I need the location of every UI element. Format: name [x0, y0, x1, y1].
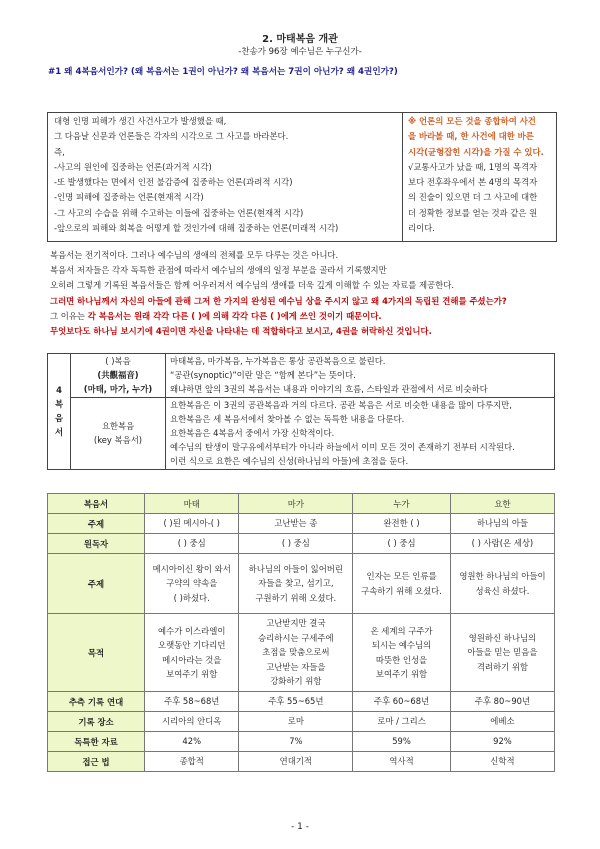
page-number: - 1 - — [291, 822, 309, 832]
page-subtitle: -찬송가 96장 예수님은 누구신가- — [238, 47, 362, 57]
column-header: 마가 — [239, 494, 353, 514]
table-cell — [450, 554, 554, 614]
paragraph-question: 그러면 하나님께서 자신의 아들에 관해 그저 한 가지의 완성된 예수님 상을 주시지 않고 왜 4가지의 독립된 견해를 주셨는가? — [50, 295, 507, 306]
table-cell — [145, 732, 239, 752]
summary-line: ※ 언론의 모든 것을 종합하여 사건 — [408, 116, 536, 126]
analogy-line: 그 다음날 신문과 언론들은 각자의 시각으로 그 사고를 바라본다. — [54, 131, 289, 142]
cell-line: 보여주기 위함 — [166, 669, 218, 679]
analogy-line: -사고의 원인에 집중하는 언론(과거적 시각) — [54, 161, 212, 172]
cell-line: 7% — [289, 736, 303, 747]
cell-line: 신학적 — [490, 756, 515, 767]
cell-line: 고난받는 종 — [274, 518, 318, 529]
cell-line: 연대기적 — [279, 756, 313, 767]
cell-line: 주후 80~90년 — [474, 696, 531, 707]
analogy-line: -인명 피해에 집중하는 언론(현재적 시각) — [54, 192, 204, 203]
table-cell — [353, 554, 451, 614]
table-cell — [450, 614, 554, 692]
table-cell — [353, 732, 451, 752]
cell-line: 역사적 — [389, 756, 414, 767]
analogy-right-column — [403, 113, 556, 241]
cell-line: 보여주기 위함 — [375, 669, 428, 679]
analogy-line: -그 사고의 수습을 위해 수고하는 이들에 집중하는 언론(현재적 시각) — [54, 207, 304, 218]
table-cell — [353, 514, 451, 534]
cell-line: ( )하셨다. — [173, 592, 210, 603]
synoptic-label: ( )복음 (共觀福音) (마태, 마가, 누가) — [71, 354, 166, 398]
table-row — [48, 732, 555, 752]
table-cell — [450, 732, 554, 752]
table-cell — [353, 534, 451, 554]
table-cell — [450, 752, 554, 772]
analogy-line: 즉, — [54, 146, 65, 157]
explanation-paragraph — [50, 248, 570, 339]
page-title: 2. 마태복음 개관 — [262, 34, 338, 45]
cell-line: 59% — [392, 736, 411, 747]
cell-line: ( ) 중심 — [177, 538, 206, 549]
paragraph-line: 복음서는 전기적이다. 그러나 예수님의 생애의 전체를 모두 다루는 것은 아니다. — [50, 250, 339, 260]
john-label: 요한복음 (key 복음서) — [71, 397, 166, 469]
table-header-row — [48, 494, 555, 514]
table-row — [48, 752, 555, 772]
reason-blank-text: 각 복음서는 원래 각각 다른 ( )에 의해 각각 다른 ( )에게 쓰인 것이기 때문이다. — [87, 310, 382, 321]
cell-line: 완전한 ( ) — [383, 518, 420, 529]
row-label: 독특한 자료 — [48, 732, 145, 752]
cell-line: 고난받는 자들을 — [266, 661, 326, 672]
table-cell — [450, 712, 554, 732]
column-header: 요한 — [450, 494, 554, 514]
table-cell — [145, 514, 239, 534]
cell-line: 구약의 약속을 — [166, 578, 218, 589]
cell-line: 인자는 모든 인류를 — [366, 571, 437, 581]
cell-line: 예수가 이스라엘이 — [158, 625, 226, 636]
paragraph-line — [50, 309, 570, 324]
question-heading: #1 왜 4복음서인가? (왜 복음서는 1권이 아닌가? 왜 복음서는 7권이 아닌가? 왜 4권인가?) — [48, 67, 398, 77]
cell-line: ( )된 메시아-( ) — [163, 518, 220, 529]
cell-line: 92% — [493, 736, 512, 747]
analogy-line: -또 발생했다는 면에서 인전 불감증에 집중하는 언론(과려적 시각) — [54, 177, 293, 188]
witness-line: √교통사고가 났을 때, 1명의 목격자 — [408, 161, 538, 172]
cell-line: 격려하기 위함 — [476, 661, 529, 672]
cell-line: 42% — [182, 736, 202, 747]
cell-line: 초점을 맞춤으로써 — [262, 647, 330, 658]
table-cell — [239, 614, 353, 692]
table-cell — [145, 554, 239, 614]
table-row — [48, 712, 555, 732]
cell-line: 승리하시는 구세주에 — [258, 632, 334, 643]
cell-line: 주후 55~65년 — [268, 696, 324, 707]
gospel-comparison-table — [47, 493, 555, 772]
cell-line: ( ) 중심 — [387, 538, 416, 549]
table-cell — [145, 614, 239, 692]
table-row — [48, 534, 555, 554]
table-row — [48, 554, 555, 614]
table-cell — [145, 534, 239, 554]
cell-line: 하나님의 아들 — [476, 518, 529, 529]
cell-line: 종합적 — [179, 756, 204, 767]
summary-line: 을 바라볼 때, 한 사건에 대한 바른 — [408, 131, 534, 142]
table-cell — [353, 712, 451, 732]
row-label: 접근 법 — [48, 752, 145, 772]
cell-line: 영원하신 하나님의 — [468, 632, 537, 643]
cell-line: 자들을 찾고, 섬기고, — [258, 578, 334, 589]
cell-line: 에베소 — [490, 716, 515, 727]
table-cell — [239, 554, 353, 614]
paragraph-line: 오히려 그렇게 기록된 복음서들은 함께 어우러져서 예수님의 생애를 더욱 깊게 이해할 수 있는 자료를 제공한다. — [50, 280, 454, 291]
row-label: 기록 장소 — [48, 712, 145, 732]
table-cell — [353, 614, 451, 692]
row-label: 목적 — [48, 614, 145, 692]
table-cell — [450, 514, 554, 534]
cell-line: 성육신 하셨다. — [475, 585, 530, 596]
table-cell — [145, 712, 239, 732]
cell-line: 고난받지만 결국 — [266, 618, 326, 629]
witness-line: 보다 전후좌우에서 본 4명의 목격자 — [408, 177, 538, 188]
row-label: 추측 기록 연대 — [48, 692, 145, 712]
cell-line: 아들을 믿는 믿음을 — [467, 647, 538, 658]
analogy-line: 대형 인명 피해가 생긴 사건사고가 발생했을 때, — [54, 116, 227, 126]
table-cell — [353, 752, 451, 772]
reason-prefix: 그 이유는 — [50, 310, 88, 321]
witness-line: 더 정확한 정보를 얻는 것과 같은 원 — [408, 207, 538, 218]
cell-line: 하나님의 아들이 잃어버린 — [248, 563, 343, 574]
john-description: 요한복음은 이 3권의 공관복음과 거의 다르다. 공관 복음은 서로 비슷한 내용을 많이 다루지만, 요한복음은 세 복음서에서 찾아볼 수 없는 독특한 내용을 다룬다. 요한복음은 4복음서 중에서 가장 신학적이다. 예수님의 탄생이 말구유에서부터가 아니라 하늘에서 이미 모든 것이 존재하기 전부터 시작된다. 이런 식으로 요한은 예수님의 신성(하나님의 아들)에 초점을 둔다. — [166, 397, 555, 469]
table-cell — [239, 514, 353, 534]
table-cell — [239, 752, 353, 772]
cell-line: 시리아의 안디옥 — [162, 716, 222, 727]
paragraph-conclusion: 무엇보다도 하나님 보시기에 4권이면 자신을 나타내는 데 적합하다고 보시고, 4권을 허락하신 것입니다. — [50, 325, 432, 336]
table-cell — [239, 692, 353, 712]
cell-line: 강화하기 위함 — [270, 676, 322, 687]
cell-line: 주후 60~68년 — [373, 696, 430, 707]
synoptic-description: 마태복음, 마가복음, 누가복음은 통상 공관복음으로 불린다. “공관(synoptic)”이란 말은 “함께 본다”는 뜻이다. 왜냐하면 앞의 3권의 복음서는 내용과 이야기의 흐름, 스타일과 관점에서 서로 비슷하다 — [166, 354, 555, 398]
table-cell — [145, 752, 239, 772]
cell-line: 구원하기 위해 오셨다. — [255, 592, 337, 603]
four-gospels-side-label: 4 복 음 서 — [48, 354, 71, 470]
table-cell — [239, 732, 353, 752]
table-cell — [450, 534, 554, 554]
analogy-left-column — [48, 113, 403, 241]
table-row — [48, 514, 555, 534]
cell-line: 메시아이신 왕이 와서 — [152, 563, 231, 574]
cell-line: 되시는 예수님의 — [371, 640, 432, 650]
cell-line: 주후 58~68년 — [164, 696, 220, 707]
table-cell — [450, 692, 554, 712]
four-gospels-table — [47, 353, 555, 470]
summary-line: 시각(균형잡힌 시각)을 가질 수 있다. — [408, 146, 544, 157]
cell-line: 구속하기 위해 오셨다. — [361, 585, 442, 596]
cell-line: 오랫동안 기다리던 — [158, 640, 226, 650]
row-label: 주제 — [48, 514, 145, 534]
row-label: 원독자 — [48, 534, 145, 554]
table-cell — [239, 712, 353, 732]
witness-line: 리이다. — [408, 223, 435, 234]
cell-line: ( ) 중심 — [281, 538, 310, 549]
table-row — [48, 614, 555, 692]
news-analogy-box — [47, 112, 557, 242]
cell-line: 따뜻한 인성을 — [375, 654, 428, 665]
cell-line: ( ) 사람(온 세상) — [471, 538, 534, 549]
cell-line: 로마 — [287, 716, 304, 727]
cell-line: 온 세계의 구주가 — [370, 625, 433, 636]
table-row — [48, 692, 555, 712]
table-cell — [145, 692, 239, 712]
paragraph-line: 복음서 저자들은 각자 독특한 관점에 따라서 예수님의 생애의 일정 부분을 골라서 기록했지만 — [50, 265, 387, 276]
column-header: 마태 — [145, 494, 239, 514]
witness-line: 의 진술이 있으면 더 그 사고에 대한 — [408, 192, 538, 203]
cell-line: 메시아라는 것을 — [162, 654, 222, 665]
column-header: 누가 — [353, 494, 451, 514]
cell-line: 로마 / 그리스 — [377, 716, 426, 727]
column-header: 복음서 — [48, 494, 145, 514]
cell-line: 영원한 하나님의 아들이 — [459, 571, 546, 581]
table-cell — [239, 534, 353, 554]
row-label: 주제 — [48, 554, 145, 614]
analogy-line: -앞으로의 피해와 회복을 어떻게 할 것인가에 대해 집중하는 언론(미래적 시각) — [54, 223, 339, 234]
table-cell — [353, 692, 451, 712]
